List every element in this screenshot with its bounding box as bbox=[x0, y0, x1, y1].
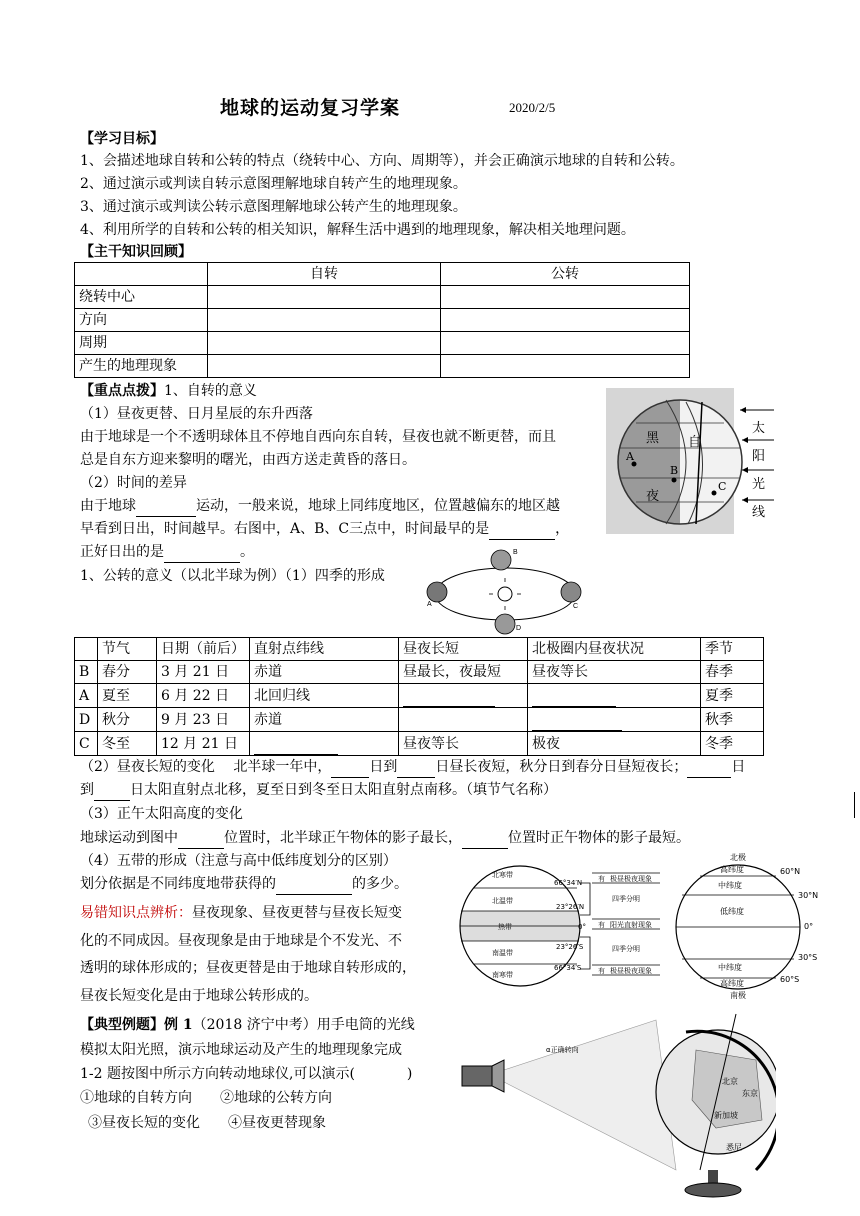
example-line bbox=[80, 1015, 415, 1035]
fig3-label: 66°34′S bbox=[554, 964, 582, 972]
fig3-label: 四季分明 bbox=[612, 945, 640, 953]
answer-cell[interactable] bbox=[208, 286, 441, 309]
flashlight-globe-diagram bbox=[456, 1000, 776, 1202]
table-cell[interactable] bbox=[250, 732, 399, 756]
key-sub1: 1、自转的意义 bbox=[164, 383, 257, 399]
fig5-label: 北京 bbox=[722, 1077, 738, 1086]
table-cell[interactable] bbox=[399, 708, 528, 732]
table-header: 昼夜长短 bbox=[399, 638, 528, 661]
table-cell[interactable] bbox=[528, 708, 701, 732]
fig4-label: 高纬度 bbox=[720, 979, 744, 988]
five-zones-diagram bbox=[452, 853, 662, 999]
table-cell: 极夜 bbox=[528, 732, 701, 756]
table-cell bbox=[75, 263, 208, 286]
table-cell: 冬季 bbox=[701, 732, 764, 756]
answer-cell[interactable] bbox=[208, 355, 441, 378]
table-header: 直射点纬线 bbox=[250, 638, 399, 661]
text: ) bbox=[406, 1066, 413, 1082]
fig1-label: C bbox=[718, 480, 727, 493]
fig1-label: 阳 bbox=[752, 449, 766, 464]
text: 日昼长夜短，秋分日到春分日昼短夜长； bbox=[435, 759, 688, 775]
key-p1-a: 由于地球是一个不透明球体且不停地自西向东自转，昼夜也就不断更替，而且 bbox=[80, 429, 556, 445]
fig4-label: 南极 bbox=[730, 991, 746, 1000]
fig3-label: 23°26′N bbox=[556, 903, 585, 911]
key-p2-a bbox=[80, 496, 560, 517]
example-heading: 【典型例题】 bbox=[80, 1017, 164, 1033]
review-table bbox=[74, 262, 690, 378]
text: 地球运动到图中 bbox=[80, 830, 178, 846]
fig4-label: 60°S bbox=[780, 975, 800, 984]
seasons-table bbox=[74, 637, 764, 756]
fig4-label: 低纬度 bbox=[720, 907, 744, 916]
goal-item: 1、会描述地球自转和公转的特点（绕转中心、方向、周期等），并会正确演示地球的自转和公转。 bbox=[80, 153, 684, 169]
text: （2）昼夜长短的变化 北半球一年中， bbox=[80, 759, 332, 775]
fig2-label: B bbox=[513, 549, 518, 556]
fig3-label: 有 bbox=[598, 921, 605, 929]
text: 1-2 题按图中所示方向转动地球仪,可以演示( bbox=[80, 1066, 355, 1082]
answer-cell[interactable] bbox=[441, 332, 690, 355]
text: 由于地球 bbox=[80, 498, 136, 514]
fig4-label: 60°N bbox=[780, 867, 801, 876]
answer-slot[interactable] bbox=[355, 1064, 407, 1084]
row-label: 周期 bbox=[75, 332, 208, 355]
fill-blank[interactable] bbox=[532, 684, 616, 707]
fig2-label: D bbox=[516, 625, 522, 632]
answer-cell[interactable] bbox=[441, 355, 690, 378]
para-line: （4）五带的形成（注意与高中低纬度划分的区别） bbox=[80, 853, 397, 869]
fill-blank[interactable] bbox=[397, 757, 435, 778]
fill-blank[interactable] bbox=[178, 828, 224, 849]
fig4-label: 中纬度 bbox=[718, 881, 742, 890]
fill-blank[interactable] bbox=[489, 519, 555, 540]
table-cell: 9 月 23 日 bbox=[157, 708, 250, 732]
table-cell: 6 月 22 日 bbox=[157, 684, 250, 708]
table-header: 季节 bbox=[701, 638, 764, 661]
fig4-label: 中纬度 bbox=[718, 963, 742, 972]
fig1-label: B bbox=[670, 464, 679, 477]
fill-blank[interactable] bbox=[94, 780, 130, 801]
text: 昼夜现象、昼夜更替与昼夜长短变 bbox=[192, 905, 402, 921]
fill-blank[interactable] bbox=[532, 708, 622, 731]
fig3-label: 有 bbox=[598, 875, 605, 883]
fig4-label: 北极 bbox=[730, 853, 746, 862]
orbit-diagram bbox=[423, 542, 587, 640]
key-heading-line bbox=[80, 381, 257, 401]
example-line: 模拟太阳光照，演示地球运动及产生的地理现象完成 bbox=[80, 1042, 402, 1058]
para-line bbox=[80, 874, 408, 895]
answer-cell[interactable] bbox=[208, 309, 441, 332]
table-cell: B bbox=[75, 661, 98, 684]
page-title: 地球的运动复习学案 bbox=[220, 97, 401, 119]
fig1-label: 夜 bbox=[646, 489, 660, 504]
error-line: 化的不同成因。昼夜现象是由于地球是个不发光、不 bbox=[80, 933, 402, 949]
fig3-label: 四季分明 bbox=[612, 895, 640, 903]
table-cell: 冬至 bbox=[98, 732, 157, 756]
fig1-label: 太 bbox=[752, 421, 766, 436]
text: 的多少。 bbox=[352, 876, 408, 892]
table-cell: 秋分 bbox=[98, 708, 157, 732]
para-line bbox=[80, 828, 690, 849]
fill-blank[interactable] bbox=[403, 684, 495, 707]
key-heading: 【重点点拨】 bbox=[80, 383, 164, 399]
table-cell: 赤道 bbox=[250, 708, 399, 732]
table-cell: 夏季 bbox=[701, 684, 764, 708]
row-label: 绕转中心 bbox=[75, 286, 208, 309]
table-cell: 春分 bbox=[98, 661, 157, 684]
table-cell: C bbox=[75, 732, 98, 756]
text: 。 bbox=[240, 544, 254, 560]
fig4-label: 0° bbox=[804, 922, 814, 931]
text: 位置时正午物体的影子最短。 bbox=[508, 830, 690, 846]
fill-blank[interactable] bbox=[254, 732, 338, 755]
day-night-diagram bbox=[606, 388, 774, 534]
table-row bbox=[75, 684, 764, 708]
para-line bbox=[80, 757, 745, 778]
fig3-label: 极昼极夜现象 bbox=[610, 875, 652, 883]
fig1-label: 黑 bbox=[646, 431, 660, 446]
key-p2-c bbox=[80, 542, 254, 563]
table-header: 公转 bbox=[441, 263, 690, 286]
table-header: 自转 bbox=[208, 263, 441, 286]
fig3-label: 北寒带 bbox=[492, 871, 513, 879]
goals-heading: 【学习目标】 bbox=[80, 131, 164, 147]
para-line bbox=[80, 780, 557, 801]
fig4-label: 高纬度 bbox=[720, 865, 744, 874]
table-cell: 昼夜等长 bbox=[528, 661, 701, 684]
table-cell: 昼最长，夜最短 bbox=[399, 661, 528, 684]
fill-blank[interactable] bbox=[276, 874, 352, 895]
table-cell[interactable] bbox=[399, 684, 528, 708]
example-option: ③昼夜长短的变化 ④昼夜更替现象 bbox=[88, 1115, 326, 1131]
fill-blank[interactable] bbox=[164, 542, 240, 563]
table-cell: 北回归线 bbox=[250, 684, 399, 708]
fig5-label: 悉尼 bbox=[726, 1143, 742, 1152]
fig1-label: 光 bbox=[752, 477, 766, 492]
table-cell: 赤道 bbox=[250, 661, 399, 684]
table-row bbox=[75, 708, 764, 732]
row-label: 方向 bbox=[75, 309, 208, 332]
fig3-label: 0° bbox=[578, 923, 586, 931]
table-header: 北极圈内昼夜状况 bbox=[528, 638, 701, 661]
fig4-label: 30°S bbox=[798, 953, 818, 962]
table-header: 日期（前后） bbox=[157, 638, 250, 661]
fig4-label: 30°N bbox=[798, 891, 819, 900]
fig2-label: A bbox=[427, 601, 432, 608]
review-heading: 【主干知识回顾】 bbox=[80, 244, 192, 260]
key-p1-b: 总是自东方迎来黎明的曙光，由西方送走黄昏的落日。 bbox=[80, 452, 416, 468]
fig1-label: 线 bbox=[752, 505, 766, 520]
table-cell: 春季 bbox=[701, 661, 764, 684]
para-line: （3）正午太阳高度的变化 bbox=[80, 806, 243, 822]
goal-item: 3、通过演示或判读公转示意图理解地球公转产生的地理现象。 bbox=[80, 199, 467, 215]
fig3-label: 北温带 bbox=[492, 897, 513, 905]
table-cell: 3 月 21 日 bbox=[157, 661, 250, 684]
text: 正好日出的是 bbox=[80, 544, 164, 560]
fig3-label: 阳光直射现象 bbox=[610, 921, 652, 929]
fill-blank[interactable] bbox=[687, 757, 731, 778]
fig5-label: 新加坡 bbox=[714, 1111, 738, 1120]
answer-cell[interactable] bbox=[441, 286, 690, 309]
key-p1-title: （1）昼夜更替、日月星辰的东升西落 bbox=[80, 406, 313, 422]
table-row bbox=[75, 661, 764, 684]
fig3-label: 热带 bbox=[498, 923, 512, 931]
key-p2-b bbox=[80, 519, 569, 540]
answer-cell[interactable] bbox=[441, 309, 690, 332]
error-line: 透明的球体形成的；昼夜更替是由于地球自转形成的， bbox=[80, 960, 416, 976]
key-sub2: 1、公转的意义（以北半球为例）（1）四季的形成 bbox=[80, 568, 385, 584]
answer-cell[interactable] bbox=[208, 332, 441, 355]
fig1-label: A bbox=[626, 450, 634, 463]
table-cell: 夏至 bbox=[98, 684, 157, 708]
fig2-label: C bbox=[573, 603, 579, 610]
error-label: 易错知识点辨析： bbox=[80, 905, 192, 921]
fig3-label: 极昼极夜现象 bbox=[610, 967, 652, 975]
fig3-label: 南温带 bbox=[492, 949, 513, 957]
table-cell: 昼夜等长 bbox=[399, 732, 528, 756]
text: 早看到日出，时间越早。右图中，A、B、C三点中，时间最早的是 bbox=[80, 521, 490, 537]
fill-blank[interactable] bbox=[136, 496, 196, 517]
fig3-label: 有 bbox=[598, 967, 605, 975]
text: 到 bbox=[80, 782, 94, 798]
table-cell: 秋季 bbox=[701, 708, 764, 732]
text: 日到 bbox=[369, 759, 398, 775]
error-line bbox=[80, 903, 402, 923]
goal-item: 4、利用所学的自转和公转的相关知识，解释生活中遇到的地理现象，解决相关地理问题。 bbox=[80, 222, 635, 238]
fig3-label: 66°34′N bbox=[554, 879, 583, 887]
table-header bbox=[75, 638, 98, 661]
text: （2018 济宁中考）用手电筒的光线 bbox=[192, 1017, 415, 1033]
divider bbox=[854, 792, 855, 818]
example-number: 例 1 bbox=[164, 1017, 193, 1033]
text: 位置时，北半球正午物体的影子最长， bbox=[224, 830, 462, 846]
text: ， bbox=[555, 521, 570, 537]
text: 日太阳直射点北移，夏至日到冬至日太阳直射点南移。（填节气名称） bbox=[130, 782, 557, 798]
fig5-label: 东京 bbox=[742, 1089, 758, 1098]
fig3-label: 23°26′S bbox=[556, 943, 584, 951]
fill-blank[interactable] bbox=[331, 757, 369, 778]
page-date: 2020/2/5 bbox=[509, 100, 556, 115]
row-label: 产生的地理现象 bbox=[75, 355, 208, 378]
fig5-label: α正确转向 bbox=[546, 1046, 579, 1054]
example-line bbox=[80, 1064, 412, 1084]
text: 划分依据是不同纬度地带获得的 bbox=[80, 876, 276, 892]
table-header: 节气 bbox=[98, 638, 157, 661]
table-row bbox=[75, 732, 764, 756]
error-line: 昼夜长短变化是由于地球公转形成的。 bbox=[80, 988, 318, 1004]
fig3-label: 南寒带 bbox=[492, 971, 513, 979]
table-cell: D bbox=[75, 708, 98, 732]
example-option: ①地球的自转方向 ②地球的公转方向 bbox=[80, 1090, 332, 1106]
table-cell: 12 月 21 日 bbox=[157, 732, 250, 756]
text: 日 bbox=[731, 759, 746, 775]
latitude-zones-diagram bbox=[668, 850, 828, 1000]
fill-blank[interactable] bbox=[462, 828, 508, 849]
text: 运动，一般来说，地球上同纬度地区，位置越偏东的地区越 bbox=[196, 498, 560, 514]
table-cell[interactable] bbox=[528, 684, 701, 708]
goal-item: 2、通过演示或判读自转示意图理解地球自转产生的地理现象。 bbox=[80, 176, 467, 192]
fig1-label: 自 bbox=[688, 435, 702, 450]
key-p2-title: （2）时间的差异 bbox=[80, 475, 187, 491]
table-cell: A bbox=[75, 684, 98, 708]
